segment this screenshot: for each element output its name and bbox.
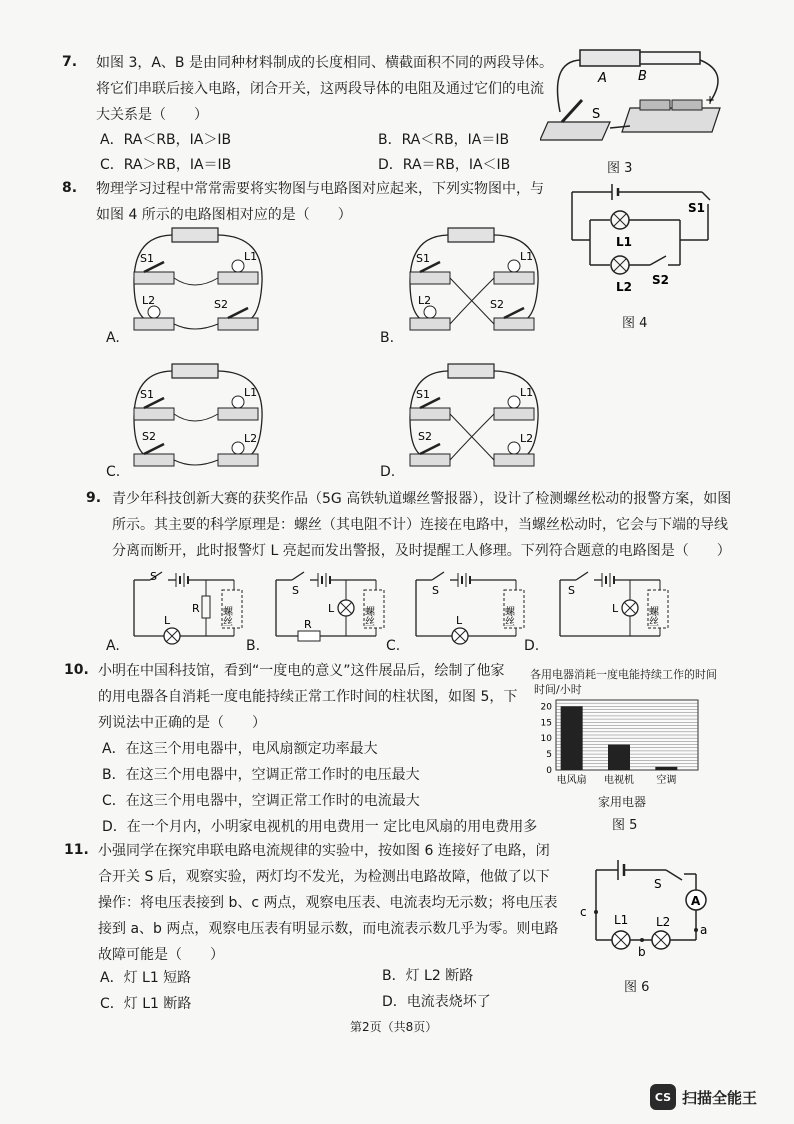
q10-stem-line3: 列说法中正确的是（ ）: [98, 715, 266, 731]
q9-option-d-circuit: [550, 568, 675, 648]
q8c-s1-label: S1: [140, 388, 154, 401]
figure-3-caption: 图 3: [607, 161, 633, 176]
q7-option-a: A．RA＜RB，IA＞IB: [100, 132, 232, 148]
q8d-l1-label: L1: [520, 386, 534, 399]
chart-ytick-label: 10: [540, 734, 552, 745]
figure-3-label-a: A: [598, 71, 607, 86]
q11-option-d: D．电流表烧坏了: [382, 994, 491, 1010]
figure-4-label-s1: S1: [688, 201, 705, 215]
q9b-s-label: S: [292, 584, 299, 597]
q9a-s-label: S: [150, 570, 157, 583]
chart-bar-2: [655, 767, 677, 770]
q8-option-c-label: C.: [106, 464, 121, 480]
q11-number: 11.: [64, 842, 89, 858]
q9-stem-line3: 分离而断开，此时报警灯 L 亮起而发出警报，及时提醒工人修理。下列符合题意的电路图是（ ）: [112, 543, 731, 559]
q8-option-a-label: A.: [106, 330, 120, 346]
scanner-logo-icon: CS: [650, 1084, 676, 1110]
q10-stem-line2: 的用电器各自消耗一度电能持续正常工作时间的柱状图，如图 5，下: [98, 689, 518, 705]
q7-option-c: C．RA＞RB，IA＝IB: [100, 157, 232, 173]
q9a-l-label: L: [164, 614, 171, 627]
q10-number: 10.: [64, 662, 89, 678]
figure-6-label-c: c: [580, 905, 587, 919]
q8-option-d-label: D.: [380, 464, 396, 480]
figure-4-circuit-diagram: [560, 180, 720, 310]
q9-stem-line1: 青少年科技创新大赛的获奖作品（5G 高铁轨道螺丝警报器），设计了检测螺丝松动的报警方案，如图: [112, 491, 732, 507]
q9d-s-label: S: [568, 584, 575, 597]
q11-stem-line4: 接到 a、b 两点，观察电压表有明显示数，而电流表示数几乎为零。则电路: [98, 921, 559, 937]
q8a-l1-label: L1: [244, 250, 258, 263]
chart-ytick-label: 0: [546, 766, 552, 776]
figure-5-caption: 图 5: [612, 818, 638, 833]
figure-5-xlabel: 家用电器: [598, 795, 647, 809]
q7-option-b: B．RA＜RB，IA＝IB: [378, 132, 510, 148]
scanner-brand-name: 扫描全能王: [682, 1088, 758, 1107]
q9-option-a-label: A.: [106, 638, 120, 654]
q8c-l2-label: L2: [244, 432, 258, 445]
q8d-s1-label: S1: [416, 388, 430, 401]
figure-6-label-l1: L1: [614, 913, 629, 927]
q11-stem-line1: 小强同学在探究串联电路电流规律的实验中，按如图 6 连接好了电路，闭: [98, 843, 550, 859]
figure-6-label-s: S: [654, 877, 662, 891]
chart-ytick-label: 20: [540, 702, 552, 713]
q7-option-d: D．RA＝RB，IA＜IB: [378, 157, 511, 173]
figure-6-caption: 图 6: [624, 980, 650, 995]
q8b-s1-label: S1: [416, 252, 430, 265]
q9d-screw-label: 螺丝: [646, 606, 658, 626]
q9b-screw-label: 螺丝: [362, 606, 374, 626]
q10-option-d: D．在一个月内，小明家电视机的用电费用一 定比电风扇的用电费用多: [102, 819, 538, 835]
chart-category-label: 电风扇: [556, 775, 587, 786]
q7-number: 7.: [62, 54, 78, 70]
q9-stem-line2: 所示。其主要的科学原理是：螺丝（其电阻不计）连接在电路中，当螺丝松动时，它会与下端的导线: [112, 517, 728, 533]
q9b-l-label: L: [328, 602, 335, 615]
q8-option-a-physical: [124, 222, 274, 342]
chart-category-label: 空调: [656, 775, 677, 786]
q9-option-c-circuit: [406, 568, 531, 648]
figure-6-ammeter-label: A: [691, 894, 701, 908]
q7-stem-line3: 大关系是（ ）: [96, 107, 208, 123]
figure-6-label-l2: L2: [656, 915, 671, 929]
figure-6-label-b: b: [638, 945, 646, 959]
q8-option-b-physical: [400, 222, 550, 342]
q9-option-b-circuit: [266, 568, 391, 648]
q11-option-b: B．灯 L2 断路: [382, 968, 474, 984]
q9-option-d-label: D.: [524, 638, 540, 654]
q10-option-a: A．在这三个用电器中，电风扇额定功率最大: [102, 741, 378, 757]
chart-bar-0: [561, 706, 583, 770]
q8a-l2-label: L2: [142, 294, 156, 307]
q8-option-d-physical: [400, 358, 550, 478]
figure-6-label-a: a: [700, 923, 708, 937]
q11-stem-line5: 故障可能是（ ）: [98, 947, 224, 963]
q9-option-c-label: C.: [386, 638, 401, 654]
q8a-s2-label: S2: [214, 298, 228, 311]
q8d-l2-label: L2: [520, 432, 534, 445]
q8b-l1-label: L1: [520, 250, 534, 263]
figure-5-bar-chart: [530, 694, 710, 790]
q8b-s2-label: S2: [490, 298, 504, 311]
chart-ytick-label: 15: [540, 718, 552, 729]
q8-stem-line1: 物理学习过程中常常需要将实物图与电路图对应起来，下列实物图中，与: [96, 181, 544, 197]
q10-stem-line1: 小明在中国科技馆，看到“一度电的意义”这件展品后，绘制了他家: [98, 663, 505, 679]
q8-number: 8.: [62, 180, 78, 196]
chart-ytick-label: 5: [546, 750, 552, 761]
figure-4-label-l1: L1: [616, 235, 632, 249]
figure-4-label-l2: L2: [616, 280, 632, 294]
q11-option-a: A．灯 L1 短路: [100, 970, 192, 986]
figure-6-circuit: [566, 850, 716, 960]
q9a-r-label: R: [192, 602, 200, 615]
figure-3-label-s: S: [592, 107, 601, 122]
figure-3-label-b: B: [638, 69, 647, 84]
q7-stem-line1: 如图 3，A、B 是由同种材料制成的长度相同、横截面积不同的两段导体。: [96, 55, 553, 71]
q9-option-b-label: B.: [246, 638, 261, 654]
q8c-s2-label: S2: [142, 430, 156, 443]
q11-stem-line2: 合开关 S 后，观察实验，两灯均不发光，为检测出电路故障，他做了以下: [98, 869, 550, 885]
q8d-s2-label: S2: [418, 430, 432, 443]
chart-category-label: 电视机: [604, 775, 634, 786]
q8-stem-line2: 如图 4 所示的电路图相对应的是（ ）: [96, 207, 352, 223]
q8-option-b-label: B.: [380, 330, 395, 346]
q9c-screw-label: 螺丝: [502, 606, 514, 626]
figure-4-label-s2: S2: [652, 273, 669, 287]
chart-bar-1: [608, 745, 630, 770]
q9b-r-label: R: [304, 618, 312, 631]
q9a-screw-label: 螺丝: [220, 606, 232, 626]
q10-option-c: C．在这三个用电器中，空调正常工作时的电流最大: [102, 793, 420, 809]
q11-option-c: C．灯 L1 断路: [100, 996, 192, 1012]
q11-stem-line3: 操作：将电压表接到 b、c 两点，观察电压表、电流表均无示数；将电压表: [98, 895, 558, 911]
q10-option-b: B．在这三个用电器中，空调正常工作时的电压最大: [102, 767, 420, 783]
svg-text:+: +: [705, 93, 716, 107]
figure-5-title: 各用电器消耗一度电能持续工作的时间: [530, 668, 717, 681]
q9c-s-label: S: [432, 584, 439, 597]
q8-option-c-physical: [124, 358, 274, 478]
figure-5-ylabel: 时间/小时: [534, 683, 582, 696]
q9-number: 9.: [86, 490, 102, 506]
figure-4-caption: 图 4: [622, 316, 648, 331]
page-number: 第2页（共8页）: [350, 1020, 438, 1034]
q9-option-a-circuit: [124, 568, 249, 648]
q8b-l2-label: L2: [418, 294, 432, 307]
q8c-l1-label: L1: [244, 386, 258, 399]
scanner-watermark: [650, 1084, 757, 1110]
figure-3-circuit: [540, 42, 730, 152]
q9d-l-label: L: [612, 602, 619, 615]
q9c-l-label: L: [456, 614, 463, 627]
q7-stem-line2: 将它们串联后接入电路，闭合开关，这两段导体的电阻及通过它们的电流: [96, 81, 544, 97]
q8a-s1-label: S1: [140, 252, 154, 265]
